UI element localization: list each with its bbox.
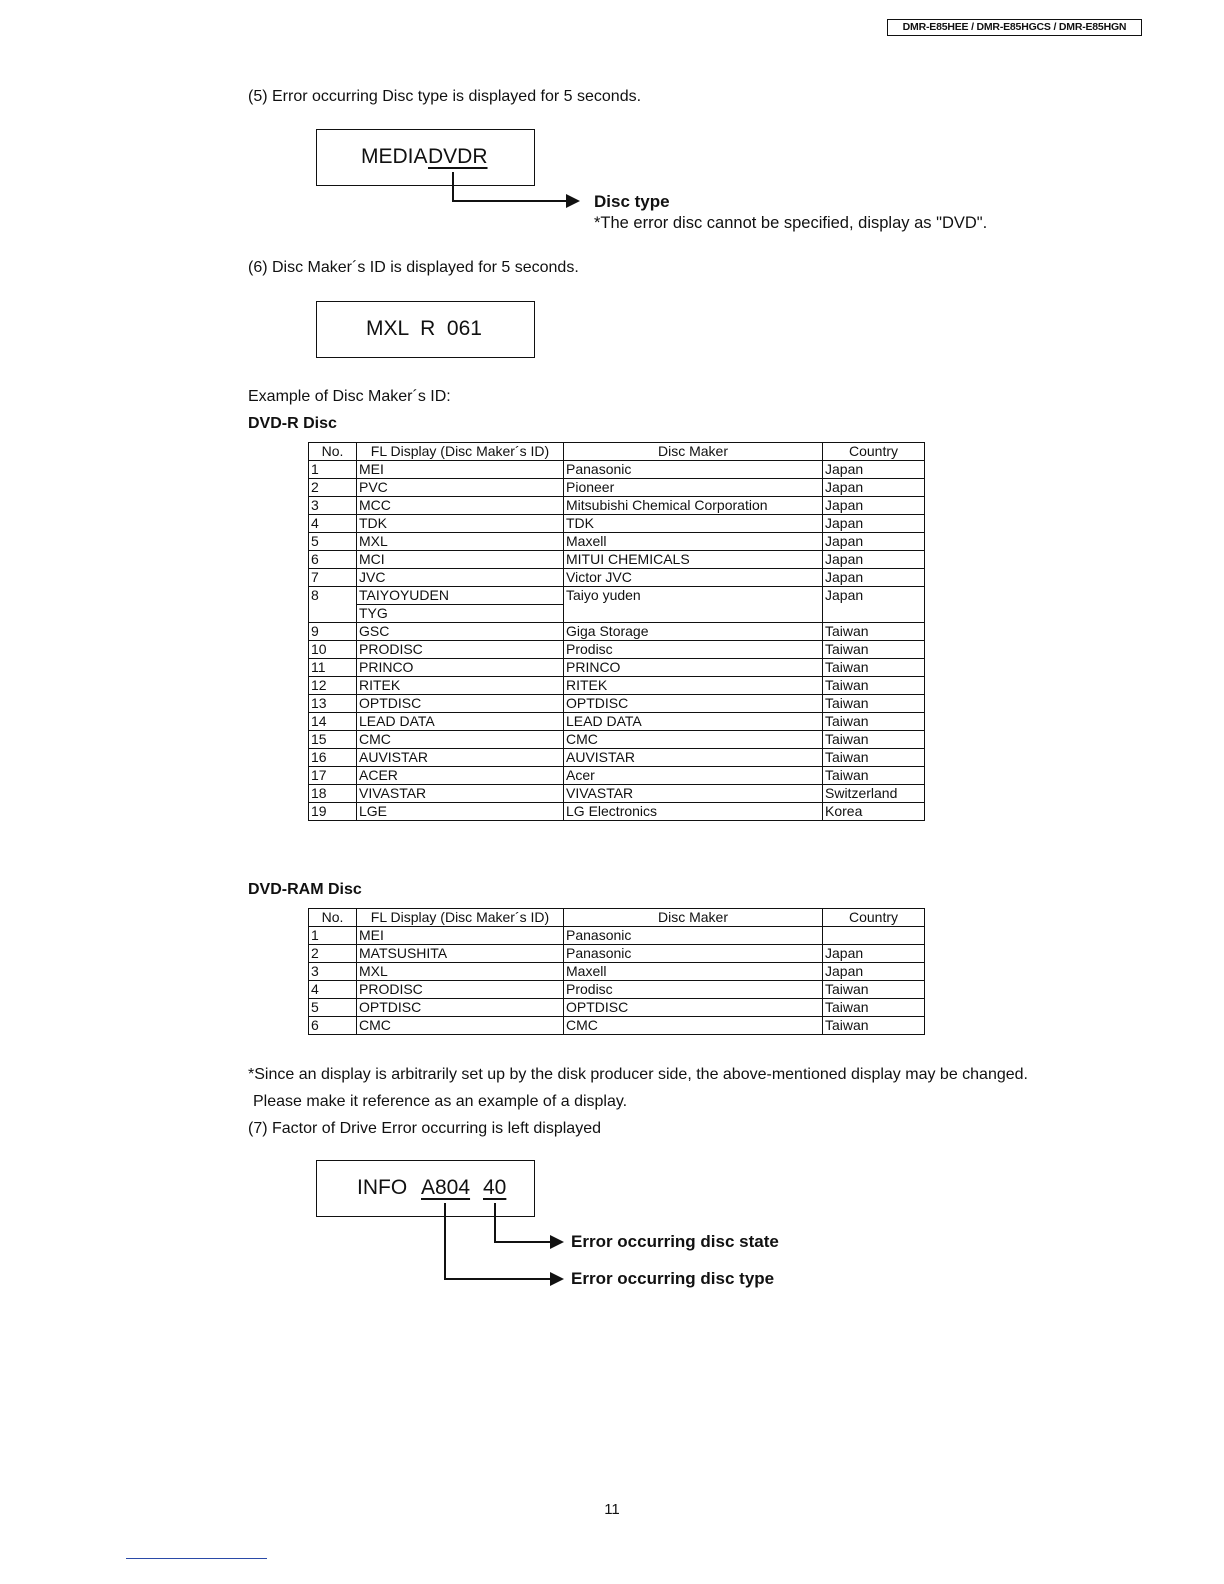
- section5-text: (5) Error occurring Disc type is displayed for 5 seconds.: [248, 88, 642, 105]
- cell: 3: [309, 963, 357, 981]
- lcd-error-state-text: 40: [483, 1176, 507, 1199]
- page-number: 11: [604, 1501, 620, 1518]
- table-row: [309, 515, 925, 533]
- cell: Taiwan: [823, 659, 925, 677]
- cell: OPTDISC: [564, 999, 823, 1017]
- example-text: Example of Disc Maker´s ID:: [248, 388, 451, 405]
- cell: Japan: [823, 569, 925, 587]
- col-header: FL Display (Disc Maker´s ID): [357, 909, 564, 927]
- cell: Switzerland: [823, 785, 925, 803]
- cell: Maxell: [564, 963, 823, 981]
- table-row: [309, 767, 925, 785]
- cell: JVC: [357, 569, 564, 587]
- table-row: [309, 963, 925, 981]
- lcd-disc-type-display: [316, 129, 535, 186]
- table-row: [309, 803, 925, 821]
- cell: LG Electronics: [564, 803, 823, 821]
- table-row: [309, 641, 925, 659]
- table-row: [309, 677, 925, 695]
- cell: [823, 927, 925, 945]
- col-header: Disc Maker: [564, 909, 823, 927]
- lcd-dvdr-text: DVDR: [428, 145, 488, 168]
- error-state-label: Error occurring disc state: [571, 1232, 779, 1251]
- section7-text: (7) Factor of Drive Error occurring is left displayed: [248, 1120, 601, 1137]
- table-header-row: [309, 443, 925, 461]
- error-type-label: Error occurring disc type: [571, 1269, 775, 1288]
- table-row: [309, 927, 925, 945]
- table-row: [309, 731, 925, 749]
- cell: LGE: [357, 803, 564, 821]
- disc-type-note: *The error disc cannot be specified, display as "DVD".: [594, 214, 988, 232]
- lcd-maker-id-text: MXL R 061: [366, 317, 482, 340]
- cell: Japan: [823, 497, 925, 515]
- cell: Taiwan: [823, 677, 925, 695]
- table-row: [309, 479, 925, 497]
- table-row: [309, 587, 925, 605]
- cell: PRODISC: [357, 641, 564, 659]
- table-row: [309, 999, 925, 1017]
- dvdr-table: [308, 442, 925, 821]
- cell: Panasonic: [564, 461, 823, 479]
- cell: Acer: [564, 767, 823, 785]
- col-header: No.: [309, 443, 357, 461]
- cell: Prodisc: [564, 641, 823, 659]
- table-row: [309, 1017, 925, 1035]
- table-row: [309, 945, 925, 963]
- cell: 3: [309, 497, 357, 515]
- cell: AUVISTAR: [564, 749, 823, 767]
- table-row: [309, 659, 925, 677]
- cell: PRODISC: [357, 981, 564, 999]
- table-row: [309, 749, 925, 767]
- cell: Korea: [823, 803, 925, 821]
- cell: 5: [309, 533, 357, 551]
- cell: 6: [309, 1017, 357, 1035]
- cell: Taiwan: [823, 641, 925, 659]
- cell: Panasonic: [564, 945, 823, 963]
- note-line-1: *Since an display is arbitrarily set up by the disk producer side, the above-mentioned display may be changed.: [248, 1066, 1028, 1083]
- cell: OPTDISC: [357, 999, 564, 1017]
- arrow-right-icon: [566, 194, 580, 208]
- cell: MXL: [357, 533, 564, 551]
- dvdram-heading: DVD-RAM Disc: [248, 881, 362, 898]
- cell: CMC: [564, 731, 823, 749]
- cell: 6: [309, 551, 357, 569]
- disc-type-label: Disc type: [594, 192, 670, 211]
- cell: 12: [309, 677, 357, 695]
- cell: 18: [309, 785, 357, 803]
- connector-line: [452, 172, 454, 201]
- cell: MCI: [357, 551, 564, 569]
- dvdr-heading: DVD-R Disc: [248, 415, 337, 432]
- cell: 5: [309, 999, 357, 1017]
- cell: MEI: [357, 927, 564, 945]
- lcd-error-code-text: A804: [421, 1176, 471, 1199]
- cell: ACER: [357, 767, 564, 785]
- connector-line: [494, 1241, 551, 1243]
- connector-line: [494, 1203, 496, 1242]
- table-row: [309, 533, 925, 551]
- table-row: [309, 497, 925, 515]
- cell: VIVASTAR: [357, 785, 564, 803]
- cell: Japan: [823, 461, 925, 479]
- cell: LEAD DATA: [564, 713, 823, 731]
- cell: CMC: [357, 1017, 564, 1035]
- cell: PRINCO: [357, 659, 564, 677]
- cell: TDK: [357, 515, 564, 533]
- table-row: [309, 713, 925, 731]
- cell: MITUI CHEMICALS: [564, 551, 823, 569]
- cell: Japan: [823, 479, 925, 497]
- cell: Japan: [823, 963, 925, 981]
- cell: TAIYOYUDEN: [357, 587, 564, 605]
- col-header: Country: [823, 909, 925, 927]
- table-row: [309, 551, 925, 569]
- cell: Prodisc: [564, 981, 823, 999]
- cell: VIVASTAR: [564, 785, 823, 803]
- cell: 2: [309, 945, 357, 963]
- cell: 16: [309, 749, 357, 767]
- cell: Panasonic: [564, 927, 823, 945]
- cell: 8: [309, 587, 357, 623]
- cell: 11: [309, 659, 357, 677]
- cell: MATSUSHITA: [357, 945, 564, 963]
- cell: Taiwan: [823, 1017, 925, 1035]
- col-header: No.: [309, 909, 357, 927]
- cell: Taiwan: [823, 731, 925, 749]
- model-header: DMR-E85HEE / DMR-E85HGCS / DMR-E85HGN: [887, 19, 1142, 36]
- cell: MEI: [357, 461, 564, 479]
- cell: 2: [309, 479, 357, 497]
- cell: Taiwan: [823, 999, 925, 1017]
- cell: 15: [309, 731, 357, 749]
- cell: Maxell: [564, 533, 823, 551]
- cell: MCC: [357, 497, 564, 515]
- cell: TDK: [564, 515, 823, 533]
- cell: AUVISTAR: [357, 749, 564, 767]
- cell: Taiwan: [823, 767, 925, 785]
- cell: Taiwan: [823, 695, 925, 713]
- connector-line: [444, 1278, 551, 1280]
- cell: Giga Storage: [564, 623, 823, 641]
- cell: Japan: [823, 945, 925, 963]
- cell: 19: [309, 803, 357, 821]
- lcd-media-text: MEDIA: [361, 145, 428, 168]
- cell: OPTDISC: [564, 695, 823, 713]
- cell: Taiwan: [823, 623, 925, 641]
- cell: 17: [309, 767, 357, 785]
- cell: Victor JVC: [564, 569, 823, 587]
- table-row: [309, 569, 925, 587]
- cell: Japan: [823, 587, 925, 623]
- section6-text: (6) Disc Maker´s ID is displayed for 5 seconds.: [248, 259, 579, 276]
- lcd-info-text: INFO: [357, 1176, 408, 1199]
- cell: RITEK: [564, 677, 823, 695]
- cell: 14: [309, 713, 357, 731]
- cell: RITEK: [357, 677, 564, 695]
- table-row: [309, 461, 925, 479]
- lcd-maker-id-display: [316, 301, 535, 358]
- note-line-2: Please make it reference as an example of a display.: [253, 1093, 628, 1110]
- cell: LEAD DATA: [357, 713, 564, 731]
- footer-divider: [126, 1558, 267, 1559]
- table-row: [309, 695, 925, 713]
- cell: Taiwan: [823, 713, 925, 731]
- cell: GSC: [357, 623, 564, 641]
- cell: Mitsubishi Chemical Corporation: [564, 497, 823, 515]
- cell: 1: [309, 927, 357, 945]
- cell: Japan: [823, 515, 925, 533]
- cell: 1: [309, 461, 357, 479]
- table-header-row: [309, 909, 925, 927]
- lcd-info-display: [316, 1160, 535, 1217]
- cell: CMC: [564, 1017, 823, 1035]
- cell: Pioneer: [564, 479, 823, 497]
- table-row: [309, 981, 925, 999]
- cell: Japan: [823, 533, 925, 551]
- cell: PRINCO: [564, 659, 823, 677]
- cell: Japan: [823, 551, 925, 569]
- arrow-right-icon: [550, 1235, 564, 1249]
- cell: OPTDISC: [357, 695, 564, 713]
- table-row: [309, 623, 925, 641]
- cell: MXL: [357, 963, 564, 981]
- cell: 4: [309, 981, 357, 999]
- cell: Taiwan: [823, 749, 925, 767]
- connector-line: [452, 200, 567, 202]
- col-header: Country: [823, 443, 925, 461]
- cell: 4: [309, 515, 357, 533]
- table-row: [309, 785, 925, 803]
- col-header: Disc Maker: [564, 443, 823, 461]
- arrow-right-icon: [550, 1272, 564, 1286]
- cell: 7: [309, 569, 357, 587]
- cell: CMC: [357, 731, 564, 749]
- connector-line: [444, 1203, 446, 1279]
- cell: TYG: [357, 605, 564, 623]
- col-header: FL Display (Disc Maker´s ID): [357, 443, 564, 461]
- cell: PVC: [357, 479, 564, 497]
- cell: 13: [309, 695, 357, 713]
- cell: 9: [309, 623, 357, 641]
- cell: Taiyo yuden: [564, 587, 823, 623]
- cell: 10: [309, 641, 357, 659]
- cell: Taiwan: [823, 981, 925, 999]
- dvdram-table: [308, 908, 925, 1035]
